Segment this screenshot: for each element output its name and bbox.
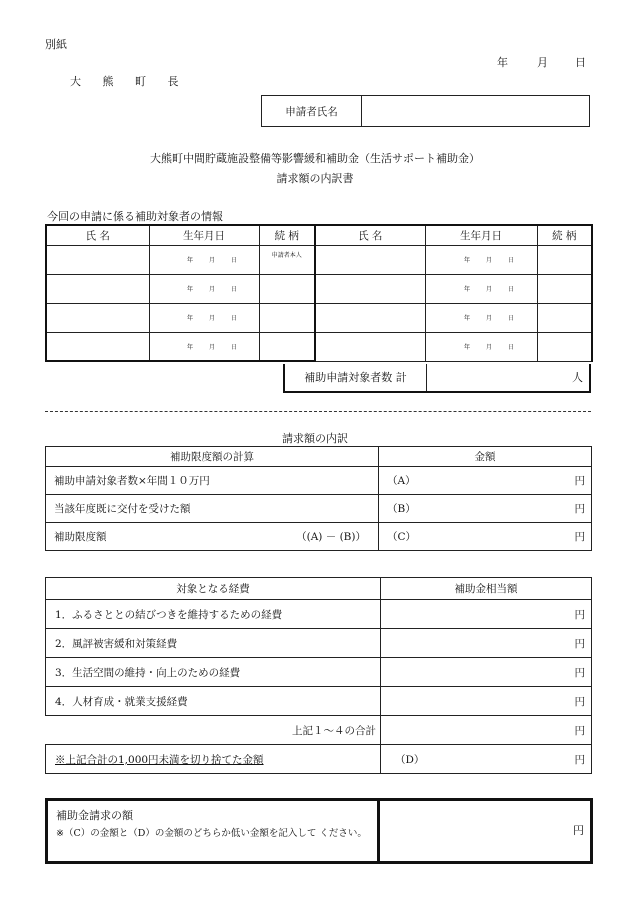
- applicant-count-label: 補助申請対象者数 計: [285, 364, 427, 391]
- expense-amount-3[interactable]: 円: [381, 658, 592, 687]
- expense-amount-2[interactable]: 円: [381, 629, 592, 658]
- annex-label: 別紙: [45, 38, 67, 51]
- document-subtitle: 請求額の内訳書: [276, 172, 354, 185]
- date-day: 日: [575, 56, 586, 69]
- limit-header-amount: 金額: [379, 447, 592, 467]
- col-header-relation-2: 続 柄: [537, 225, 592, 245]
- name-cell[interactable]: [46, 332, 149, 361]
- date-line: [497, 54, 586, 70]
- limit-row-label: 補助申請対象者数×年間１０万円: [46, 467, 379, 495]
- expense-item-2: 2．風評被害緩和対策経費: [46, 629, 381, 658]
- table-row: [46, 245, 592, 274]
- name-cell[interactable]: [315, 332, 425, 361]
- birthdate-cell[interactable]: 年 月 日: [149, 303, 259, 332]
- table-row: [46, 600, 592, 629]
- col-header-birthdate-2: 生年月日: [425, 225, 537, 245]
- birthdate-cell[interactable]: 年 月 日: [149, 245, 259, 274]
- applicant-name-table: [261, 95, 590, 127]
- request-amount-note: ※（C）の金額と（D）の金額のどちらか低い金額を記入して ください。: [56, 828, 367, 839]
- table-row: [46, 629, 592, 658]
- expense-header-amount: 補助金相当額: [381, 578, 592, 600]
- table-row: [46, 495, 592, 523]
- birthdate-cell[interactable]: 年 月 日: [149, 332, 259, 361]
- expense-amount-1[interactable]: 円: [381, 600, 592, 629]
- limit-formula: （(A) － (B)）: [296, 531, 366, 543]
- relation-cell[interactable]: [537, 245, 592, 274]
- table-row: [46, 332, 592, 361]
- table-row: [46, 303, 592, 332]
- name-cell[interactable]: [46, 245, 149, 274]
- birthdate-cell[interactable]: 年 月 日: [425, 332, 537, 361]
- birthdate-cell[interactable]: 年 月 日: [425, 274, 537, 303]
- limit-calculation-table: [45, 446, 592, 551]
- expense-table: [45, 577, 592, 774]
- table-row: [46, 274, 592, 303]
- request-amount-label-box: [45, 798, 380, 864]
- beneficiary-table: [45, 224, 593, 362]
- beneficiary-section-title: 今回の申請に係る補助対象者の情報: [47, 210, 223, 223]
- limit-row-label: 補助限度額 （(A) － (B)）: [46, 523, 379, 551]
- addressee-mayor: 大 熊 町 長: [70, 75, 188, 88]
- name-cell[interactable]: [46, 274, 149, 303]
- limit-header-calc: 補助限度額の計算: [46, 447, 379, 467]
- birthdate-cell[interactable]: 年 月 日: [149, 274, 259, 303]
- col-header-name-2: 氏 名: [315, 225, 425, 245]
- rounded-amount-d[interactable]: （D） 円: [381, 745, 592, 774]
- expense-header-item: 対象となる経費: [46, 578, 381, 600]
- relation-cell[interactable]: [259, 303, 315, 332]
- applicant-name-label: 申請者氏名: [262, 96, 362, 127]
- table-row: [46, 716, 592, 745]
- limit-amount-a[interactable]: （A） 円: [379, 467, 592, 495]
- table-row: [46, 745, 592, 774]
- table-row: [46, 523, 592, 551]
- date-year: 年: [497, 56, 508, 69]
- col-header-relation-1: 続 柄: [259, 225, 315, 245]
- name-cell[interactable]: [315, 274, 425, 303]
- relation-cell[interactable]: [259, 332, 315, 361]
- col-header-birthdate-1: 生年月日: [149, 225, 259, 245]
- date-month: 月: [537, 56, 548, 69]
- expense-item-1: 1．ふるさととの結びつきを維持するための経費: [46, 600, 381, 629]
- relation-cell[interactable]: [537, 332, 592, 361]
- name-cell[interactable]: [315, 303, 425, 332]
- col-header-name-1: 氏 名: [46, 225, 149, 245]
- request-amount-box: [45, 798, 593, 864]
- table-row: [46, 467, 592, 495]
- request-amount-field[interactable]: 円: [380, 798, 593, 864]
- expense-sum-amount[interactable]: 円: [381, 716, 592, 745]
- applicant-name-field[interactable]: [362, 96, 590, 127]
- relation-self-cell: 申請者本人: [259, 245, 315, 274]
- birthdate-cell[interactable]: 年 月 日: [425, 303, 537, 332]
- expense-amount-4[interactable]: 円: [381, 687, 592, 716]
- limit-amount-b[interactable]: （B） 円: [379, 495, 592, 523]
- name-cell[interactable]: [46, 303, 149, 332]
- expense-item-4: 4．人材育成・就業支援経費: [46, 687, 381, 716]
- document-title: 大熊町中間貯蔵施設整備等影響緩和補助金（生活サポート補助金）: [150, 152, 480, 165]
- limit-amount-c[interactable]: （C） 円: [379, 523, 592, 551]
- table-row: [46, 658, 592, 687]
- relation-cell[interactable]: [537, 274, 592, 303]
- dashed-divider: [45, 411, 591, 412]
- relation-cell[interactable]: [537, 303, 592, 332]
- expense-item-3: 3．生活空間の維持・向上のための経費: [46, 658, 381, 687]
- rounded-amount-label: ※上記合計の1,000円未満を切り捨てた金額: [46, 745, 381, 774]
- name-cell[interactable]: [315, 245, 425, 274]
- limit-row-label: 当該年度既に交付を受けた額: [46, 495, 379, 523]
- applicant-count-row: [283, 364, 591, 393]
- table-row: [46, 687, 592, 716]
- applicant-count-field[interactable]: 人: [572, 371, 583, 384]
- request-amount-title: 補助金請求の額: [56, 809, 133, 822]
- expense-sum-label: 上記１～４の合計: [46, 716, 381, 745]
- relation-cell[interactable]: [259, 274, 315, 303]
- birthdate-cell[interactable]: 年 月 日: [425, 245, 537, 274]
- breakdown-section-title: 請求額の内訳: [282, 432, 348, 445]
